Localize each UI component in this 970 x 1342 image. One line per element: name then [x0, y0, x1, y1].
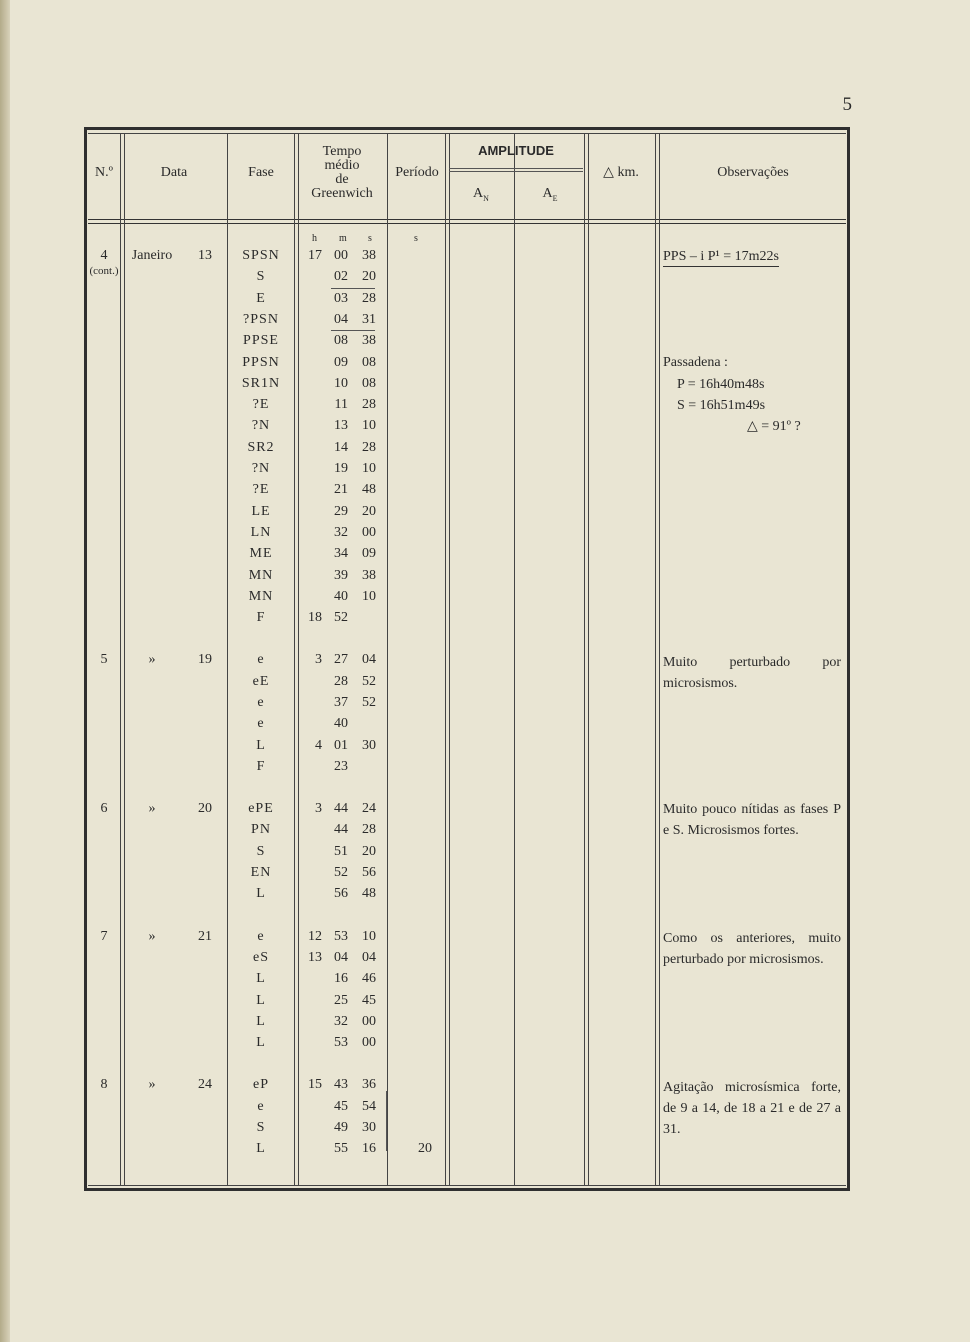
table-row [0, 714, 970, 735]
cell-fase: L [256, 993, 266, 1008]
cell-m: 03 [334, 291, 348, 306]
cell-fase: L [256, 738, 266, 753]
table-inner-top-rule [88, 133, 846, 134]
cell-s: 46 [362, 971, 376, 986]
cell-m: 10 [334, 376, 348, 391]
cell-s: 48 [362, 482, 376, 497]
cell-s: 24 [362, 801, 376, 816]
cell-fase: eS [253, 950, 269, 965]
cell-s: 00 [362, 1035, 376, 1050]
cell-h: 13 [308, 950, 322, 965]
cell-fase: e [257, 716, 265, 731]
cell-m: 14 [334, 440, 348, 455]
cell-fase: S [256, 1120, 266, 1135]
cell-dia: 20 [198, 801, 212, 816]
cell-h: 4 [315, 738, 322, 753]
cell-m: 19 [334, 461, 348, 476]
cell-s: 04 [362, 950, 376, 965]
cell-s: 28 [362, 822, 376, 837]
cell-s: 10 [362, 461, 376, 476]
cell-no: 6 [100, 801, 108, 816]
header-no: N.º [95, 165, 113, 180]
cell-s: 28 [362, 397, 376, 412]
cell-h: 12 [308, 929, 322, 944]
obs-4-line1 [663, 246, 841, 267]
period-bracket-rule [386, 1091, 387, 1151]
cell-m: 29 [334, 504, 348, 519]
cell-no: 4 [100, 248, 108, 263]
cell-h: 3 [315, 652, 322, 667]
continued-label: (cont.) [89, 265, 119, 277]
unit-m: m [339, 233, 347, 244]
table-row [0, 331, 970, 352]
table-row [0, 693, 970, 714]
cell-fase: e [257, 929, 265, 944]
table-row [0, 1033, 970, 1054]
header-periodo: Período [395, 165, 439, 180]
cell-m: 01 [334, 738, 348, 753]
table-row [0, 1139, 970, 1160]
cell-fase: LE [251, 504, 271, 519]
header-delta-km: △ km. [603, 165, 639, 180]
cell-m: 37 [334, 695, 348, 710]
header-ae-sub: E [552, 193, 558, 203]
cell-dia: 24 [198, 1077, 212, 1092]
cell-fase: SR2 [247, 440, 275, 455]
cell-m: 44 [334, 822, 348, 837]
obs-4-s: S = 16h51m49s [677, 398, 766, 413]
cell-fase: S [256, 269, 266, 284]
cell-s: 04 [362, 652, 376, 667]
table-row [0, 310, 970, 331]
cell-m: 04 [334, 312, 348, 327]
cell-s: 00 [362, 525, 376, 540]
amplitude-rule [449, 168, 583, 169]
cell-m: 32 [334, 1014, 348, 1029]
cell-mes: » [148, 929, 156, 944]
header-data: Data [160, 165, 188, 180]
cell-s: 36 [362, 1077, 376, 1092]
cell-m: 08 [334, 333, 348, 348]
table-row [0, 587, 970, 608]
cell-mes: » [148, 1077, 156, 1092]
cell-m: 04 [334, 950, 348, 965]
obs-4-delta: △ = 91º ? [747, 419, 801, 434]
header-separator [88, 219, 846, 224]
page-number: 5 [842, 94, 852, 115]
obs-4-passadena: Passadena : [663, 355, 728, 370]
table-row [0, 544, 970, 565]
cell-m: 09 [334, 355, 348, 370]
cell-no: 5 [100, 652, 108, 667]
cell-m: 02 [334, 269, 348, 284]
table-row [0, 736, 970, 757]
table-row [0, 842, 970, 863]
obs-5: Muito perturbado por microsismos. [663, 655, 841, 691]
header-fase: Fase [248, 165, 274, 180]
cell-s: 52 [362, 695, 376, 710]
cell-m: 32 [334, 525, 348, 540]
cell-s: 10 [362, 589, 376, 604]
time-underline [331, 330, 375, 331]
table-row [0, 459, 970, 480]
cell-s: 38 [362, 568, 376, 583]
cell-dia: 21 [198, 929, 212, 944]
cell-s: 30 [362, 1120, 376, 1135]
cell-s: 10 [362, 418, 376, 433]
obs-7: Como os anteriores, muito perturbado por microsismos. [663, 931, 841, 967]
cell-fase: L [256, 1014, 266, 1029]
cell-s: 45 [362, 993, 376, 1008]
cell-fase: ?PSN [243, 312, 279, 327]
cell-fase: MN [248, 568, 274, 583]
cell-s: 38 [362, 248, 376, 263]
table-row [0, 480, 970, 501]
cell-dia: 13 [198, 248, 212, 263]
cell-s: 08 [362, 355, 376, 370]
unit-s: s [368, 233, 372, 244]
cell-s: 31 [362, 312, 376, 327]
cell-s: 28 [362, 440, 376, 455]
cell-s: 54 [362, 1099, 376, 1114]
cell-m: 49 [334, 1120, 348, 1135]
cell-fase: PN [251, 822, 271, 837]
cell-s: 38 [362, 333, 376, 348]
cell-m: 40 [334, 589, 348, 604]
cell-fase: EN [250, 865, 272, 880]
cell-m: 55 [334, 1141, 348, 1156]
cell-m: 27 [334, 652, 348, 667]
table-row [0, 884, 970, 905]
cell-s: 56 [362, 865, 376, 880]
cell-fase: ?N [251, 461, 271, 476]
header-amplitude-e [516, 187, 584, 206]
amplitude-rule [449, 171, 583, 172]
cell-fase: eE [252, 674, 270, 689]
cell-m: 45 [334, 1099, 348, 1114]
cell-h: 3 [315, 801, 322, 816]
cell-h: 15 [308, 1077, 322, 1092]
table-row [0, 267, 970, 288]
cell-fase: e [257, 695, 265, 710]
cell-m: 44 [334, 801, 348, 816]
cell-m: 13 [334, 418, 348, 433]
table-row [0, 523, 970, 544]
cell-fase: PPSE [243, 333, 279, 348]
cell-fase: L [256, 1141, 266, 1156]
cell-periodo: 20 [418, 1141, 432, 1156]
cell-s: 48 [362, 886, 376, 901]
obs-6: Muito pouco nítidas as fases P e S. Microsismos fortes. [663, 802, 841, 838]
cell-m: 56 [334, 886, 348, 901]
header-an-sub: N [483, 193, 489, 203]
cell-mes: » [148, 652, 156, 667]
header-observacoes: Observações [717, 165, 789, 180]
cell-fase: ?E [252, 482, 270, 497]
cell-mes: » [148, 801, 156, 816]
obs-8: Agitação microsísmica forte, de 9 a 14, de 18 a 21 e de 27 a 31. [663, 1080, 841, 1137]
cell-m: 00 [334, 248, 348, 263]
table-row [0, 863, 970, 884]
cell-fase: L [256, 971, 266, 986]
cell-fase: MN [248, 589, 274, 604]
header-ae-letter: A [542, 186, 553, 201]
cell-m: 51 [334, 844, 348, 859]
cell-m: 52 [334, 610, 348, 625]
cell-mes: Janeiro [131, 248, 173, 263]
cell-s: 16 [362, 1141, 376, 1156]
cell-fase: SR1N [241, 376, 281, 391]
cell-fase: e [257, 1099, 265, 1114]
cell-m: 39 [334, 568, 348, 583]
cell-s: 20 [362, 844, 376, 859]
table-row [0, 1012, 970, 1033]
cell-no: 8 [100, 1077, 108, 1092]
cell-fase: ME [249, 546, 273, 561]
table-row [0, 757, 970, 778]
header-tempo-2: médio [324, 158, 360, 173]
table-row [0, 969, 970, 990]
cell-h: 18 [308, 610, 322, 625]
obs-4-text: PPS – i P¹ = 17m22s [663, 249, 779, 267]
cell-s: 20 [362, 504, 376, 519]
cell-dia: 19 [198, 652, 212, 667]
cell-m: 11 [334, 397, 348, 412]
cell-fase: F [256, 610, 266, 625]
cell-fase: S [256, 844, 266, 859]
cell-m: 23 [334, 759, 348, 774]
cell-fase: L [256, 886, 266, 901]
table-row [0, 289, 970, 310]
cell-m: 25 [334, 993, 348, 1008]
cell-fase: ?E [252, 397, 270, 412]
header-an-letter: A [473, 186, 484, 201]
cell-fase: eP [253, 1077, 269, 1092]
cell-m: 43 [334, 1077, 348, 1092]
header-amplitude-n [449, 187, 513, 206]
cell-m: 52 [334, 865, 348, 880]
cell-m: 34 [334, 546, 348, 561]
cell-m: 53 [334, 929, 348, 944]
cell-m: 28 [334, 674, 348, 689]
header-tempo-1: Tempo [322, 144, 362, 159]
cell-s: 10 [362, 929, 376, 944]
cell-fase: E [256, 291, 266, 306]
cell-s: 30 [362, 738, 376, 753]
table-inner-bottom-rule [88, 1185, 846, 1186]
cell-m: 53 [334, 1035, 348, 1050]
cell-fase: SPSN [242, 248, 280, 263]
cell-m: 40 [334, 716, 348, 731]
cell-fase: F [256, 759, 266, 774]
cell-fase: ?N [251, 418, 271, 433]
cell-s: 08 [362, 376, 376, 391]
table-row [0, 502, 970, 523]
cell-fase: LN [250, 525, 272, 540]
obs-4-p: P = 16h40m48s [677, 377, 765, 392]
cell-m: 21 [334, 482, 348, 497]
cell-fase: PPSN [242, 355, 280, 370]
cell-fase: ePE [248, 801, 274, 816]
table-row [0, 438, 970, 459]
cell-no: 7 [100, 929, 108, 944]
cell-s: 28 [362, 291, 376, 306]
table-row [0, 608, 970, 629]
table-row [0, 991, 970, 1012]
header-amplitude: AMPLITUDE [478, 143, 554, 158]
unit-periodo-s: s [414, 233, 418, 244]
header-tempo-4: Greenwich [311, 186, 373, 201]
cell-s: 09 [362, 546, 376, 561]
cell-s: 20 [362, 269, 376, 284]
time-underline [331, 288, 375, 289]
cell-fase: e [257, 652, 265, 667]
header-tempo-3: de [335, 172, 349, 187]
cell-s: 52 [362, 674, 376, 689]
table-row [0, 566, 970, 587]
cell-h: 17 [308, 248, 322, 263]
cell-fase: L [256, 1035, 266, 1050]
cell-s: 00 [362, 1014, 376, 1029]
unit-h: h [312, 233, 317, 244]
cell-m: 16 [334, 971, 348, 986]
